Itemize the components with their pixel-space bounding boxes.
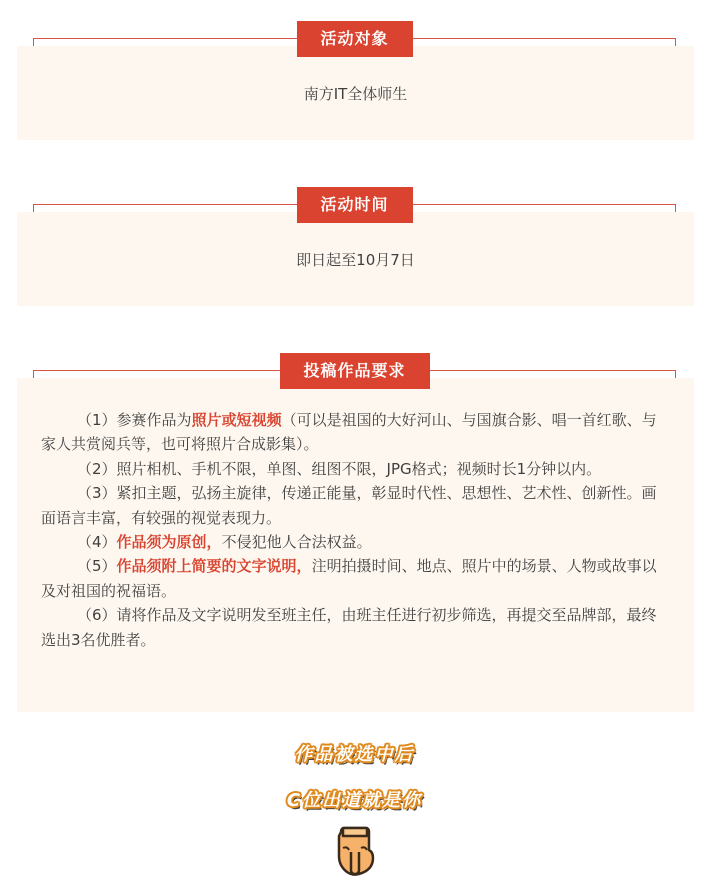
section-badge-target: 活动对象 [296,21,412,57]
requirement-item-4: （4）作品须为原创，不侵犯他人合法权益。 [77,533,372,552]
hand-pointing-down-icon [333,826,377,876]
time-text: 即日起至10月7日 [296,251,415,269]
requirement-item-2: （2）照片相机、手机不限，单图、组图不限，JPG格式；视频时长1分钟以内。 [77,459,602,478]
requirement-item-5: （5）作品须附上简要的文字说明，注明拍摄时间、地点、照片中的场景、人物或故事以及对祖国的祝福语。 [41,557,657,600]
section-badge-requirements: 投稿作品要求 [279,353,429,389]
target-text: 南方IT全体师生 [303,85,408,103]
requirement-item-1: （1）参赛作品为照片或短视频（可以是祖国的大好河山、与国旗合影、唱一首红歌、与家人共赏阅兵等，也可将照片合成影集）。 [41,411,657,454]
requirements-list [41,408,671,652]
section-time [0,195,709,306]
section-panel [17,378,694,712]
section-panel [17,46,694,140]
section-badge-time: 活动时间 [296,187,412,223]
section-target [0,29,709,140]
slogan-line-2: C位出道就是你 [286,790,423,811]
section-panel [17,212,694,306]
section-requirements [0,361,709,712]
slogan-line-1: 作品被选中后 [294,744,415,765]
requirement-item-6: （6）请将作品及文字说明发至班主任，由班主任进行初步筛选，再提交至品牌部，最终选出3名优胜者。 [41,606,657,649]
requirement-item-3: （3）紧扣主题，弘扬主旋律，传递正能量，彰显时代性、思想性、艺术性、创新性。画面语言丰富，有较强的视觉表现力。 [41,484,657,527]
